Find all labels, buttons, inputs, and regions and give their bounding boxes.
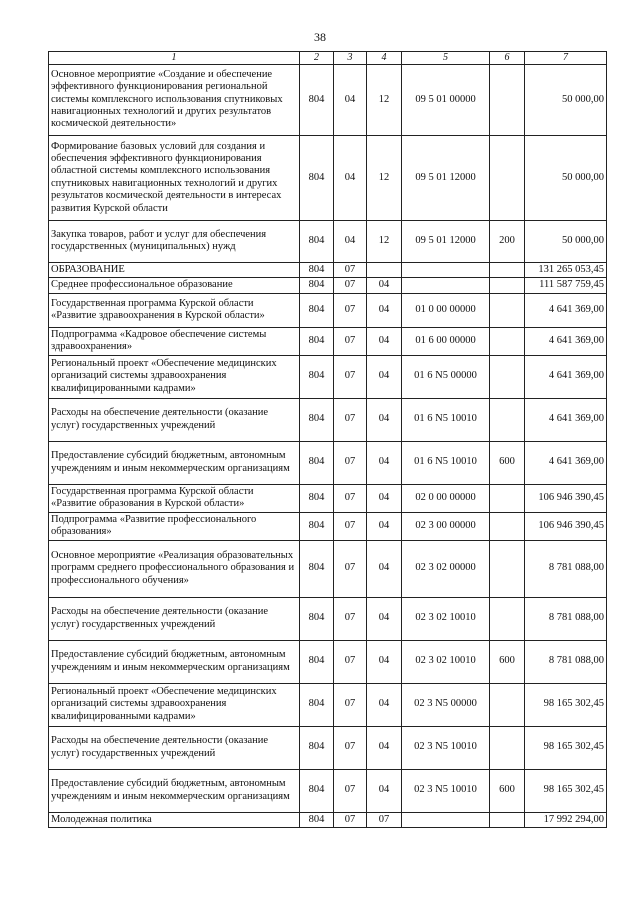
amount: 106 946 390,45	[525, 512, 607, 540]
subsection-code: 04	[367, 293, 402, 327]
column-number: 6	[490, 52, 525, 65]
grbs-code: 804	[300, 293, 334, 327]
section-code: 07	[334, 484, 367, 512]
grbs-code: 804	[300, 540, 334, 597]
column-number: 4	[367, 52, 402, 65]
grbs-code: 804	[300, 441, 334, 484]
grbs-code: 804	[300, 398, 334, 441]
section-code: 04	[334, 135, 367, 220]
section-code: 07	[334, 327, 367, 355]
target-article-code: 01 6 N5 10010	[402, 441, 490, 484]
row-name: Расходы на обеспечение деятельности (оказание услуг) государственных учреждений	[49, 597, 300, 640]
target-article-code: 01 6 N5 00000	[402, 355, 490, 398]
expense-type-code: 200	[490, 220, 525, 262]
section-code: 07	[334, 293, 367, 327]
grbs-code: 804	[300, 278, 334, 293]
page-number: 38	[314, 30, 326, 44]
row-name: Среднее профессиональное образование	[49, 278, 300, 293]
expense-type-code	[490, 683, 525, 726]
section-code: 07	[334, 540, 367, 597]
row-name: ОБРАЗОВАНИЕ	[49, 262, 300, 277]
section-code: 07	[334, 726, 367, 769]
row-name: Расходы на обеспечение деятельности (оказание услуг) государственных учреждений	[49, 726, 300, 769]
grbs-code: 804	[300, 726, 334, 769]
table-row	[49, 683, 607, 726]
target-article-code: 02 3 N5 10010	[402, 726, 490, 769]
row-name: Региональный проект «Обеспечение медицинских организаций системы здравоохранения квалифицированными кадрами»	[49, 355, 300, 398]
grbs-code: 804	[300, 683, 334, 726]
subsection-code: 04	[367, 512, 402, 540]
grbs-code: 804	[300, 597, 334, 640]
amount: 4 641 369,00	[525, 441, 607, 484]
target-article-code: 09 5 01 00000	[402, 64, 490, 135]
column-number: 2	[300, 52, 334, 65]
grbs-code: 804	[300, 220, 334, 262]
row-name: Основное мероприятие «Создание и обеспечение эффективного функционирования региональной системы комплексного использования спутниковых навигационных технологий и других результатов космической деятельности»	[49, 64, 300, 135]
section-code: 04	[334, 220, 367, 262]
expense-type-code	[490, 484, 525, 512]
table-row	[49, 355, 607, 398]
grbs-code: 804	[300, 640, 334, 683]
target-article-code: 09 5 01 12000	[402, 135, 490, 220]
grbs-code: 804	[300, 812, 334, 827]
table-row	[49, 262, 607, 277]
row-name: Закупка товаров, работ и услуг для обеспечения государственных (муниципальных) нужд	[49, 220, 300, 262]
column-number-row	[49, 52, 607, 65]
row-name: Расходы на обеспечение деятельности (оказание услуг) государственных учреждений	[49, 398, 300, 441]
section-code: 07	[334, 355, 367, 398]
amount: 98 165 302,45	[525, 683, 607, 726]
amount: 111 587 759,45	[525, 278, 607, 293]
expense-type-code: 600	[490, 769, 525, 812]
table-row	[49, 135, 607, 220]
table-row	[49, 64, 607, 135]
table-row	[49, 484, 607, 512]
table-row	[49, 726, 607, 769]
expense-type-code	[490, 135, 525, 220]
amount: 50 000,00	[525, 135, 607, 220]
amount: 106 946 390,45	[525, 484, 607, 512]
target-article-code: 01 6 N5 10010	[402, 398, 490, 441]
amount: 8 781 088,00	[525, 597, 607, 640]
subsection-code: 04	[367, 769, 402, 812]
subsection-code: 04	[367, 398, 402, 441]
target-article-code: 01 6 00 00000	[402, 327, 490, 355]
target-article-code	[402, 278, 490, 293]
subsection-code: 04	[367, 726, 402, 769]
amount: 4 641 369,00	[525, 293, 607, 327]
target-article-code	[402, 812, 490, 827]
table-row	[49, 512, 607, 540]
grbs-code: 804	[300, 355, 334, 398]
column-number: 3	[334, 52, 367, 65]
amount: 4 641 369,00	[525, 398, 607, 441]
grbs-code: 804	[300, 135, 334, 220]
amount: 17 992 294,00	[525, 812, 607, 827]
target-article-code: 02 3 02 10010	[402, 597, 490, 640]
section-code: 07	[334, 769, 367, 812]
subsection-code	[367, 262, 402, 277]
budget-table	[48, 51, 607, 828]
amount: 98 165 302,45	[525, 769, 607, 812]
amount: 50 000,00	[525, 220, 607, 262]
target-article-code: 02 3 02 00000	[402, 540, 490, 597]
expense-type-code	[490, 262, 525, 277]
amount: 4 641 369,00	[525, 327, 607, 355]
row-name: Государственная программа Курской области «Развитие здравоохранения в Курской области»	[49, 293, 300, 327]
expense-type-code	[490, 812, 525, 827]
table-body	[49, 64, 607, 827]
row-name: Подпрограмма «Развитие профессионального образования»	[49, 512, 300, 540]
section-code: 07	[334, 278, 367, 293]
grbs-code: 804	[300, 262, 334, 277]
amount: 131 265 053,45	[525, 262, 607, 277]
subsection-code: 12	[367, 64, 402, 135]
amount: 98 165 302,45	[525, 726, 607, 769]
subsection-code: 04	[367, 540, 402, 597]
section-code: 07	[334, 398, 367, 441]
section-code: 07	[334, 640, 367, 683]
grbs-code: 804	[300, 327, 334, 355]
row-name: Региональный проект «Обеспечение медицинских организаций системы здравоохранения квалифицированными кадрами»	[49, 683, 300, 726]
section-code: 07	[334, 441, 367, 484]
row-name: Предоставление субсидий бюджетным, автономным учреждениям и иным некоммерческим организациям	[49, 769, 300, 812]
subsection-code: 04	[367, 683, 402, 726]
table-row	[49, 220, 607, 262]
expense-type-code: 600	[490, 640, 525, 683]
table-row	[49, 640, 607, 683]
subsection-code: 12	[367, 135, 402, 220]
target-article-code: 01 0 00 00000	[402, 293, 490, 327]
table-row	[49, 812, 607, 827]
target-article-code	[402, 262, 490, 277]
subsection-code: 04	[367, 640, 402, 683]
table-row	[49, 327, 607, 355]
target-article-code: 02 3 02 10010	[402, 640, 490, 683]
expense-type-code	[490, 355, 525, 398]
expense-type-code	[490, 293, 525, 327]
row-name: Государственная программа Курской области «Развитие образования в Курской области»	[49, 484, 300, 512]
subsection-code: 12	[367, 220, 402, 262]
row-name: Основное мероприятие «Реализация образовательных программ среднего профессионального образования и профессионального обучения»	[49, 540, 300, 597]
subsection-code: 04	[367, 327, 402, 355]
table-row	[49, 278, 607, 293]
subsection-code: 04	[367, 441, 402, 484]
amount: 8 781 088,00	[525, 640, 607, 683]
column-number: 5	[402, 52, 490, 65]
subsection-code: 07	[367, 812, 402, 827]
section-code: 04	[334, 64, 367, 135]
expense-type-code	[490, 726, 525, 769]
expense-type-code	[490, 540, 525, 597]
subsection-code: 04	[367, 355, 402, 398]
row-name: Предоставление субсидий бюджетным, автономным учреждениям и иным некоммерческим организациям	[49, 441, 300, 484]
amount: 8 781 088,00	[525, 540, 607, 597]
subsection-code: 04	[367, 278, 402, 293]
amount: 4 641 369,00	[525, 355, 607, 398]
expense-type-code	[490, 597, 525, 640]
row-name: Подпрограмма «Кадровое обеспечение системы здравоохранения»	[49, 327, 300, 355]
expense-type-code	[490, 64, 525, 135]
table-row	[49, 441, 607, 484]
section-code: 07	[334, 683, 367, 726]
subsection-code: 04	[367, 597, 402, 640]
row-name: Формирование базовых условий для создания и обеспечения эффективного функционирования областной системы комплексного использования спутниковых навигационных технологий и других результатов космической деятельности в интересах развития Курской области	[49, 135, 300, 220]
table-row	[49, 398, 607, 441]
table-row	[49, 293, 607, 327]
grbs-code: 804	[300, 484, 334, 512]
table-row	[49, 769, 607, 812]
target-article-code: 09 5 01 12000	[402, 220, 490, 262]
target-article-code: 02 3 N5 00000	[402, 683, 490, 726]
expense-type-code	[490, 278, 525, 293]
row-name: Молодежная политика	[49, 812, 300, 827]
column-number: 1	[49, 52, 300, 65]
row-name: Предоставление субсидий бюджетным, автономным учреждениям и иным некоммерческим организациям	[49, 640, 300, 683]
section-code: 07	[334, 597, 367, 640]
column-number: 7	[525, 52, 607, 65]
target-article-code: 02 3 N5 10010	[402, 769, 490, 812]
target-article-code: 02 3 00 00000	[402, 512, 490, 540]
amount: 50 000,00	[525, 64, 607, 135]
grbs-code: 804	[300, 64, 334, 135]
table-row	[49, 540, 607, 597]
section-code: 07	[334, 512, 367, 540]
target-article-code: 02 0 00 00000	[402, 484, 490, 512]
table-row	[49, 597, 607, 640]
expense-type-code	[490, 512, 525, 540]
subsection-code: 04	[367, 484, 402, 512]
section-code: 07	[334, 812, 367, 827]
grbs-code: 804	[300, 512, 334, 540]
expense-type-code	[490, 398, 525, 441]
grbs-code: 804	[300, 769, 334, 812]
expense-type-code: 600	[490, 441, 525, 484]
section-code: 07	[334, 262, 367, 277]
expense-type-code	[490, 327, 525, 355]
